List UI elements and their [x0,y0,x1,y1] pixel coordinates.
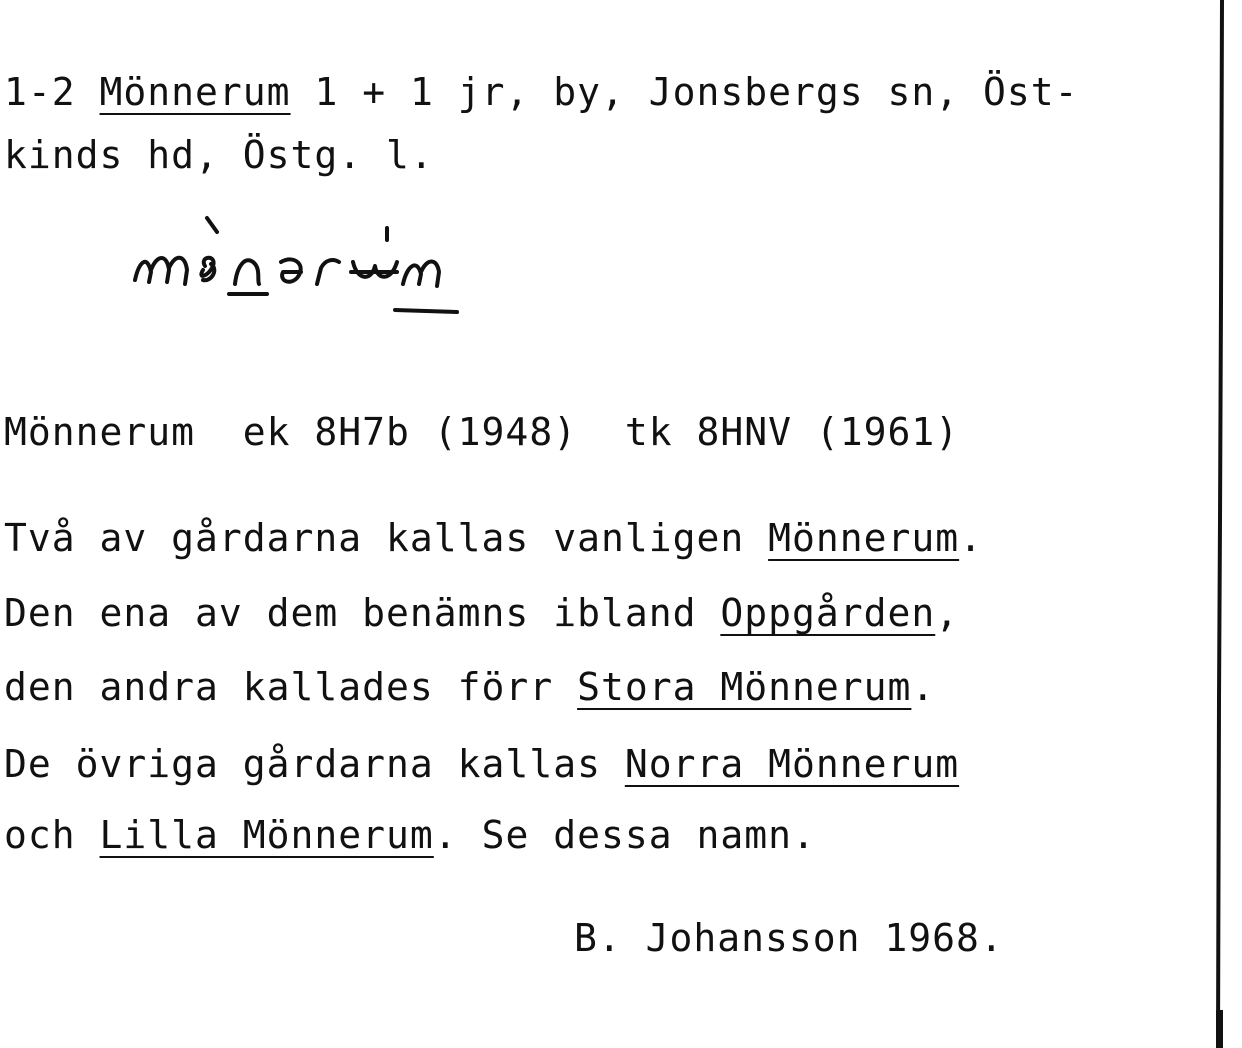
body-text: Två av gårdarna kallas vanligen [4,516,769,560]
card-number: 1-2 [4,70,76,114]
place-name: Norra Mönnerum [624,742,960,786]
body-line [4,665,935,709]
body-text: . Se dessa namn. [433,813,816,857]
body-text: . [911,665,936,709]
body-text: och [4,813,100,857]
body-text: , [935,591,960,635]
body-line [4,742,959,786]
place-name: Oppgården [720,591,936,635]
map-references: Mönnerum ek 8H7b (1948) tk 8HNV (1961) [4,410,960,454]
body-text: den andra kallades förr [4,665,578,709]
heading-line-2: kinds hd, Östg. l. [4,133,434,177]
place-name: Mönnerum [768,516,960,560]
signature: B. Johansson 1968. [574,916,1004,960]
body-line [4,813,816,857]
card-heading [4,70,1079,114]
place-name: Stora Mönnerum [577,665,912,709]
body-text: Den ena av dem benämns ibland [4,591,721,635]
phonetic-transcription [125,210,485,320]
body-line [4,591,959,635]
place-name: Mönnerum [99,70,291,114]
place-name: Lilla Mönnerum [99,813,434,857]
card-edge-line [1216,0,1225,1048]
body-text: . [959,516,984,560]
heading-details: 1 + 1 jr, by, Jonsbergs sn, Öst- [290,70,1079,114]
body-text: De övriga gårdarna kallas [4,742,625,786]
body-line [4,516,983,560]
